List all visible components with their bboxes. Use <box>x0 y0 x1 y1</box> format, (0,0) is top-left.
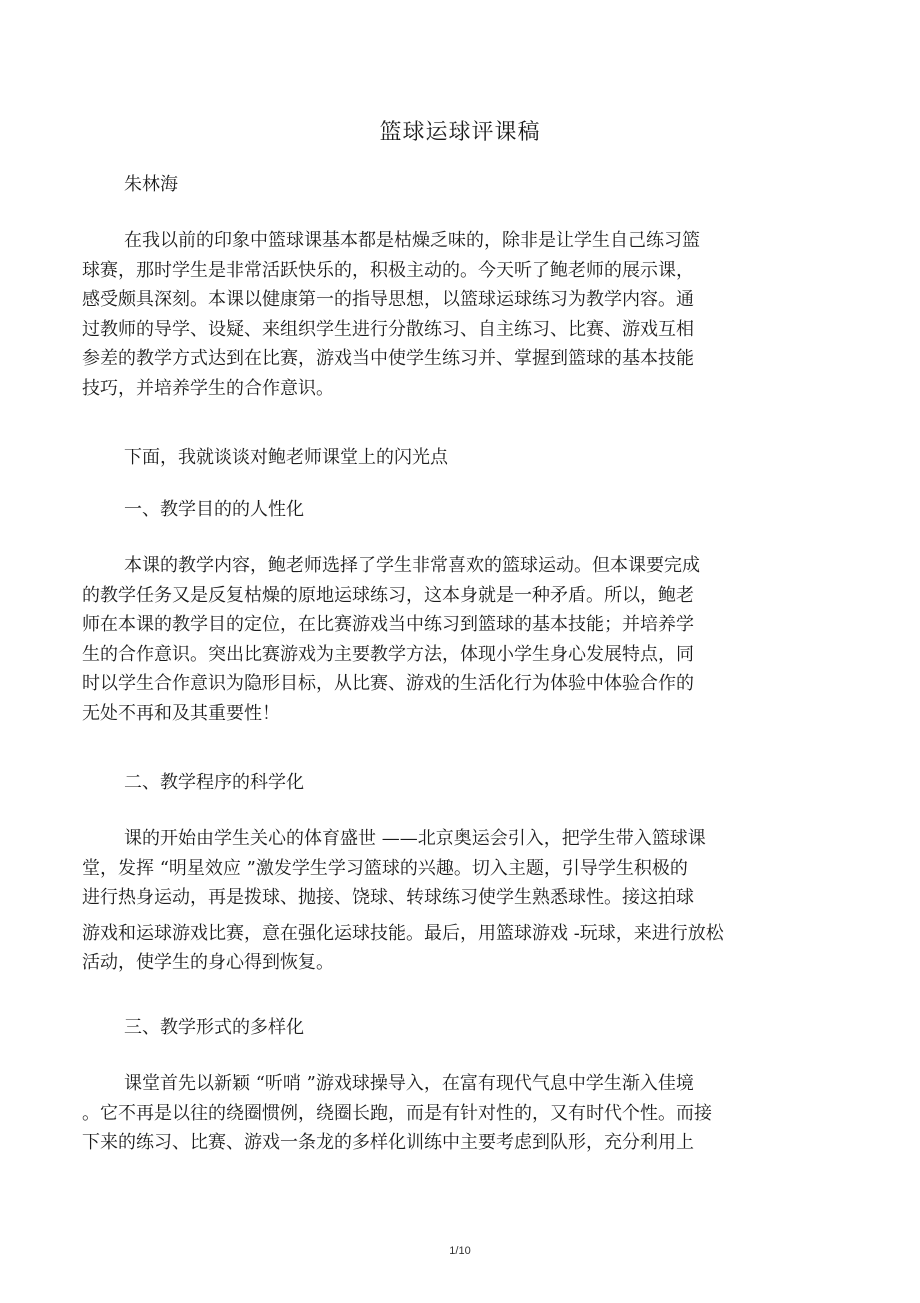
transition-sentence: 下面，我就谈谈对鲍老师课堂上的闪光点 <box>124 447 448 468</box>
section-heading: 三、教学形式的多样化 <box>124 1017 304 1038</box>
section-paragraph <box>82 551 782 728</box>
paragraph-line: 球赛，那时学生是非常活跃快乐的，积极主动的。今天听了鲍老师的展示课， <box>82 259 694 281</box>
section-heading: 二、教学程序的科学化 <box>124 772 304 793</box>
paragraph-line: 无处不再和及其重要性！ <box>82 702 280 724</box>
paragraph-line: 进行热身运动，再是拨球、抛接、饶球、转球练习使学生熟悉球性。接这拍球 <box>82 887 694 908</box>
paragraph-line: 课堂首先以新颖 “听哨 ”游戏球操导入，在富有现代气息中学生渐入佳境 <box>124 1073 694 1094</box>
paragraph-line: 生的合作意识。突出比赛游戏为主要教学方法，体现小学生身心发展特点，同 <box>82 643 694 665</box>
paragraph-line: 堂，发挥 “明星效应 ”激发学生学习篮球的兴趣。切入主题，引导学生积极的 <box>82 857 688 879</box>
document-title: 篮球运球评课稿 <box>379 120 541 145</box>
paragraph-line: 的教学任务又是反复枯燥的原地运球练习，这本身就是一种矛盾。所以，鲍老 <box>82 584 694 606</box>
intro-paragraph <box>82 226 782 403</box>
paragraph-line: 课的开始由学生关心的体育盛世 ——北京奥运会引入，把学生带入篮球课 <box>124 828 706 849</box>
section-paragraph <box>82 1069 782 1158</box>
paragraph-line: 时以学生合作意识为隐形目标，从比赛、游戏的生活化行为体验中体验合作的 <box>82 673 694 694</box>
section-heading: 一、教学目的的人性化 <box>124 499 304 520</box>
paragraph-line: 在我以前的印象中篮球课基本都是枯燥乏味的，除非是让学生自己练习篮 <box>124 230 700 251</box>
paragraph-line: 。它不再是以往的绕圈惯例，绕圈长跑，而是有针对性的，又有时代个性。而接 <box>82 1102 712 1124</box>
paragraph-line: 感受颇具深刻。本课以健康第一的指导思想，以篮球运球练习为教学内容。通 <box>82 289 694 310</box>
author-name: 朱林海 <box>124 174 178 195</box>
paragraph-line: 参差的教学方式达到在比赛，游戏当中使学生练习并、掌握到篮球的基本技能 <box>82 348 694 369</box>
paragraph-line: 本课的教学内容，鲍老师选择了学生非常喜欢的篮球运动。但本课要完成 <box>124 555 700 576</box>
paragraph-line: 过教师的导学、设疑、来组织学生进行分散练习、自主练习、比赛、游戏互相 <box>82 318 694 340</box>
paragraph-line: 技巧，并培养学生的合作意识。 <box>82 377 334 399</box>
paragraph-line: 下来的练习、比赛、游戏一条龙的多样化训练中主要考虑到队形，充分利用上 <box>82 1132 694 1153</box>
paragraph-line: 活动，使学生的身心得到恢复。 <box>82 952 334 973</box>
paragraph-line: 游戏和运球游戏比赛，意在强化运球技能。最后，用篮球游戏 -玩球，来进行放松 <box>82 922 724 944</box>
section-paragraph <box>82 824 782 978</box>
paragraph-line: 师在本课的教学目的定位，在比赛游戏当中练习到篮球的基本技能；并培养学 <box>82 614 694 635</box>
page-number: 1/10 <box>449 1245 471 1257</box>
